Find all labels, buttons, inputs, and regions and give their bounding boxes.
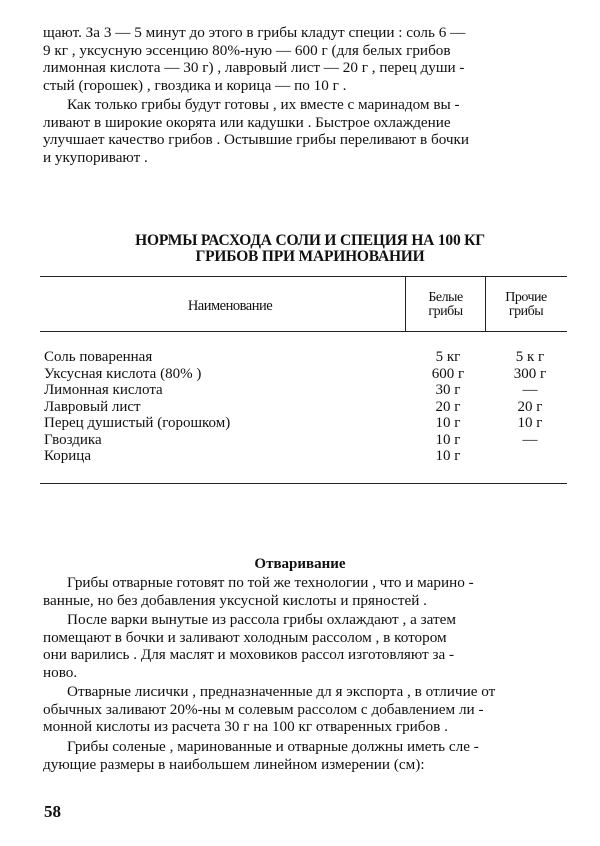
table-bottom-rule (40, 483, 567, 484)
cell-other: 20 г (517, 398, 543, 415)
text-line: Грибы отварные готовят по той же технологии , что и марино - (67, 574, 474, 591)
header-white-line-1: Белые (428, 290, 463, 305)
cell-white: 10 г (435, 448, 461, 464)
text-line: стый (горошек) , гвоздика и корица — по 10 г . (43, 76, 347, 94)
text-line: помещают в бочки и заливают холодным рассолом , в котором (43, 628, 447, 646)
text-line: улучшает качество грибов . Остывшие грибы переливают в бочки (43, 131, 470, 148)
header-white-mushrooms (406, 291, 485, 319)
cell-other: — (522, 382, 538, 398)
cell-name: Лавровый лист (44, 398, 141, 415)
header-white-line-2: грибы (428, 304, 463, 319)
cell-other: 5 к г (515, 349, 545, 365)
cell-other: 10 г (517, 415, 543, 431)
section-paragraph-3 (43, 683, 543, 736)
table-row (40, 415, 567, 432)
table-row (40, 432, 567, 449)
cell-other: 300 г (513, 365, 547, 382)
table-row (40, 399, 567, 416)
cell-name: Соль поваренная (44, 349, 153, 365)
cell-name: Уксусная кислота (80% ) (44, 365, 202, 382)
text-line: они варились . Для маслят и моховиков рассол изготовляют за - (43, 646, 455, 663)
text-line: Отварные лисички , предназначенные дл я экспорта , в отличие от (67, 683, 496, 700)
table-row (40, 349, 567, 366)
text-line: щают. За 3 — 5 минут до этого в грибы кладут специи : соль 6 — (43, 24, 466, 41)
table-header-rule (40, 331, 567, 332)
cell-name: Гвоздика (44, 431, 102, 448)
intro-paragraph-2 (43, 96, 543, 166)
cell-name: Лимонная кислота (44, 382, 163, 398)
cell-name: Корица (44, 448, 91, 464)
table-title (60, 233, 560, 265)
intro-paragraph-1 (43, 24, 543, 94)
table-row (40, 448, 567, 465)
cell-white: 30 г (435, 382, 461, 398)
section-paragraph-1 (43, 574, 543, 609)
header-other-mushrooms (486, 291, 566, 319)
table-title-line-1: НОРМЫ РАСХОДА СОЛИ И СПЕЦИЯ НА 100 КГ (135, 232, 485, 249)
text-line: После варки вынутые из рассола грибы охлаждают , а затем (67, 611, 456, 628)
text-line: монной кислоты из расчета 30 г на 100 кг отваренных грибов . (43, 718, 448, 735)
table-row (40, 366, 567, 383)
cell-white: 600 г (431, 365, 465, 382)
header-other-line-2: грибы (508, 304, 544, 319)
header-other-line-1: Прочие (505, 290, 547, 305)
header-name: Наименование (187, 298, 273, 314)
text-line: ново. (43, 663, 78, 681)
cell-name: Перец душистый (горошком) (44, 415, 231, 431)
text-line: дующие размеры в наибольшем линейном измерении (см): (43, 755, 425, 773)
cell-white: 20 г (435, 398, 461, 415)
text-line: ливают в широкие окорята или кадушки . Быстрое охлаждение (43, 113, 451, 131)
cell-white: 10 г (435, 431, 461, 448)
text-line: обычных заливают 20%-ны м солевым рассолом с добавлением ли - (43, 700, 484, 718)
table-row (40, 382, 567, 399)
table-body (40, 349, 567, 465)
text-line: ванные, но без добавления уксусной кислоты и пряностей . (43, 591, 427, 609)
text-line: и укупоривают . (43, 148, 148, 166)
table-title-line-2: ГРИБОВ ПРИ МАРИНОВАНИИ (195, 248, 425, 265)
cell-white: 10 г (435, 415, 461, 431)
section-heading: Отваривание (254, 556, 346, 572)
cell-white: 5 кг (435, 349, 461, 365)
text-line: Как только грибы будут готовы , их вместе с маринадом вы - (67, 96, 460, 113)
cell-other: — (522, 431, 538, 448)
section-paragraph-4 (43, 738, 543, 773)
text-line: Грибы соленые , маринованные и отварные должны иметь сле - (67, 738, 479, 755)
page-number: 58 (44, 802, 61, 821)
section-paragraph-2 (43, 611, 543, 681)
table-top-rule (40, 276, 567, 277)
text-line: 9 кг , уксусную эссенцию 80%-ную — 600 г (для белых грибов (43, 41, 451, 59)
text-line: лимонная кислота — 30 г) , лавровый лист — 20 г , перец души - (43, 59, 465, 76)
